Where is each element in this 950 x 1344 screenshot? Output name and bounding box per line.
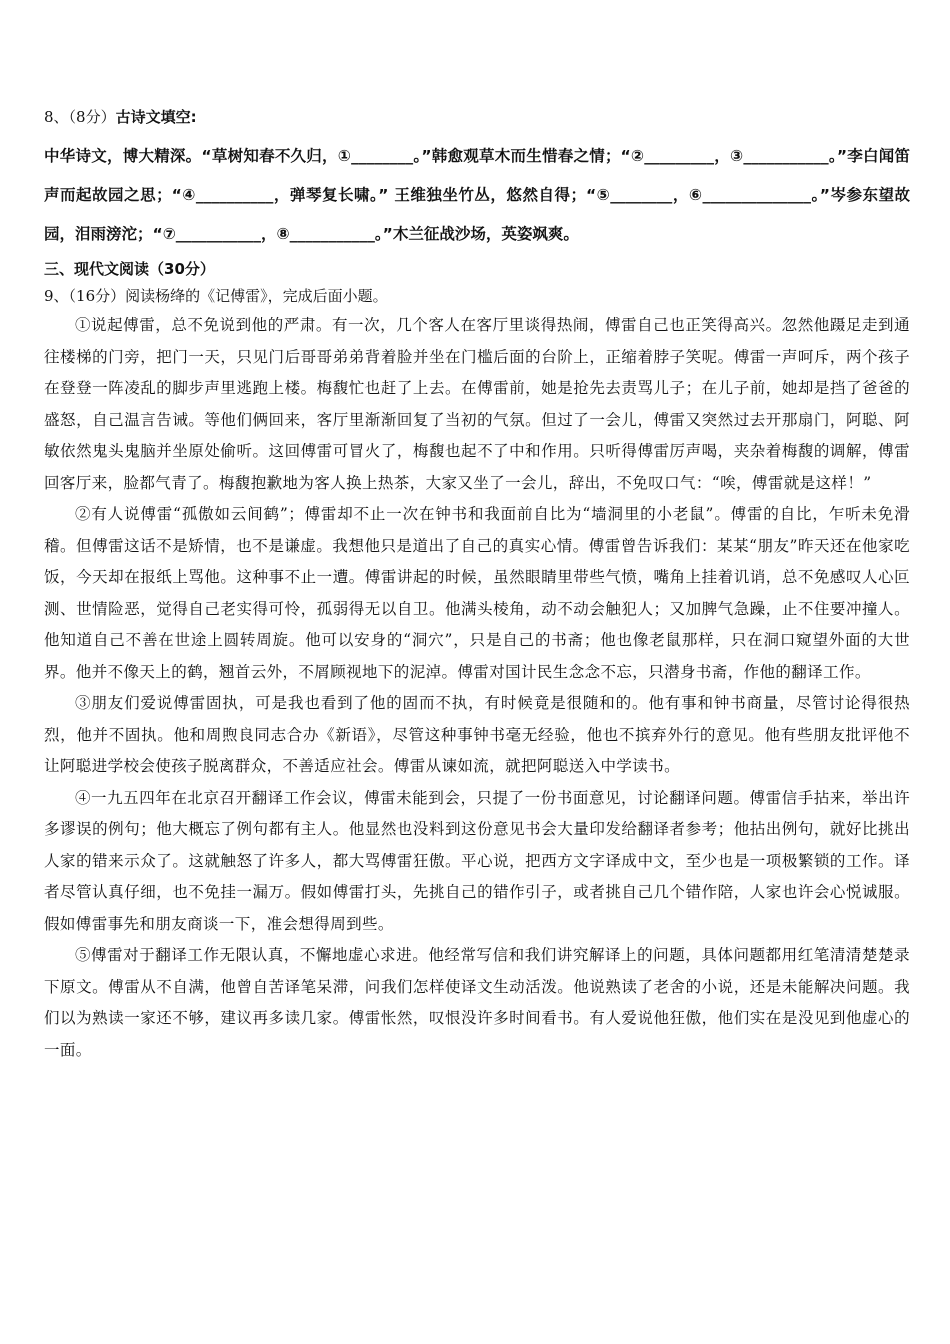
question-8-number: 8、（8分） [44,108,116,126]
question-9-title: 9、（16分）阅读杨绛的《记傅雷》，完成后面小题。 [44,287,388,305]
passage-paragraph-5: ⑤傅雷对于翻译工作无限认真，不懈地虚心求进。他经常写信和我们讲究解译上的问题，具体问题都用红笔清清楚楚录下原文。傅雷从不自满，他曾自苦译笔呆滞，问我们怎样使译文生动活泼。他说熟读了老舍的小说，还是未能解决问题。我们以为熟读一家还不够，建议再多读几家。傅雷怅然，叹恨没许多时间看书。有人爱说他狂傲，他们实在是没见到他虚心的一面。 [44,946,910,1059]
passage-paragraph-4: ④一九五四年在北京召开翻译工作会议，傅雷未能到会，只提了一份书面意见，讨论翻译问题。傅雷信手拈来，举出许多谬误的例句；他大概忘了例句都有主人。他显然也没料到这份意见书会大量印发给翻译者参考；他拈出例句，就好比挑出人家的错来示众了。这就触怒了许多人，都大骂傅雷狂傲。平心说，把西方文字译成中文，至少也是一项极繁锁的工作。译者尽管认真仔细，也不免挂一漏万。假如傅雷打头，先挑自己的错作引子，或者挑自己几个错作陪，人家也许会心悦诚服。假如傅雷事先和朋友商谈一下，准会想得周到些。 [44,788,910,933]
question-8-heading: 古诗文填空: [115,108,197,126]
passage-paragraph-3: ③朋友们爱说傅雷固执，可是我也看到了他的固而不执，有时候竟是很随和的。他有事和钟书商量，尽管讨论得很热烈，他并不固执。他和周煦良同志合办《新语》，尽管这种事钟书毫无经验，他也不摈弃外行的意见。他有些朋友批评他不让阿聪进学校会使孩子脱离群众，不善适应社会。傅雷从谏如流，就把阿聪送入中学读书。 [44,694,910,775]
passage-paragraph-1: ①说起傅雷，总不免说到他的严肃。有一次，几个客人在客厅里谈得热闹，傅雷自己也正笑得高兴。忽然他蹑足走到通往楼梯的门旁，把门一天，只见门后哥哥弟弟背着脸并坐在门槛后面的台阶上，正缩着脖子笑呢。傅雷一声呵斥，两个孩子在登登一阵凌乱的脚步声里逃跑上楼。梅馥忙也赶了上去。在傅雷前，她是抢先去责骂儿子；在儿子前，她却是挡了爸爸的盛怒，自己温言告诫。等他们俩回来，客厅里渐渐回复了当初的气氛。但过了一会儿，傅雷又突然过去开那扇门，阿聪、阿敏依然鬼头鬼脑并坐原处偷听。这回傅雷可冒火了，梅馥也起不了中和作用。只听得傅雷厉声喝，夹杂着梅馥的调解，傅雷回客厅来，脸都气青了。梅馥抱歉地为客人换上热茶，大家又坐了一会儿，辞出，不免叹口气：“唉，傅雷就是这样！” [44,316,910,492]
passage-paragraph-2: ②有人说傅雷“孤傲如云间鹤”；傅雷却不止一次在钟书和我面前自比为“墙洞里的小老鼠”。傅雷的自比，乍听未免滑稽。但傅雷这话不是矫情，也不是谦虚。我想他只是道出了自己的真实心情。傅雷曾告诉我们：某某“朋友”昨天还在他家吃饭，今天却在报纸上骂他。这种事不止一遭。傅雷讲起的时候，虽然眼睛里带些气愤，嘴角上挂着讥诮，总不免感叹人心叵测、世情险恶，觉得自己老实得可怜，孤弱得无以自卫。他满头棱角，动不动会触犯人；又加脾气急躁，止不住要冲撞人。他知道自己不善在世途上圆转周旋。他可以安身的“洞穴”，只是自己的书斋；他也像老鼠那样，只在洞口窥望外面的大世界。他并不像天上的鹤，翘首云外，不屑顾视地下的泥淖。傅雷对国计民生念念不忘，只潜身书斋，作他的翻译工作。 [44,505,910,681]
question-8-body: 中华诗文，博大精深。“草树知春不久归，①________。”韩愈观草木而生惜春之情；“②_________，③___________。”李白闻笛声而起故园之思；“④__________，弹琴复长啸。” 王维独坐竹丛，悠然自得；“⑤________，⑥______________。”岑参东望故园，泪雨滂沱；“⑦___________，⑧___________。”木兰征战沙场，英姿飒爽。 [44,147,910,243]
question-8-title [44,98,910,137]
section-3-title: 三、现代文阅读（30分） [44,260,215,278]
exam-page [44,98,910,1066]
